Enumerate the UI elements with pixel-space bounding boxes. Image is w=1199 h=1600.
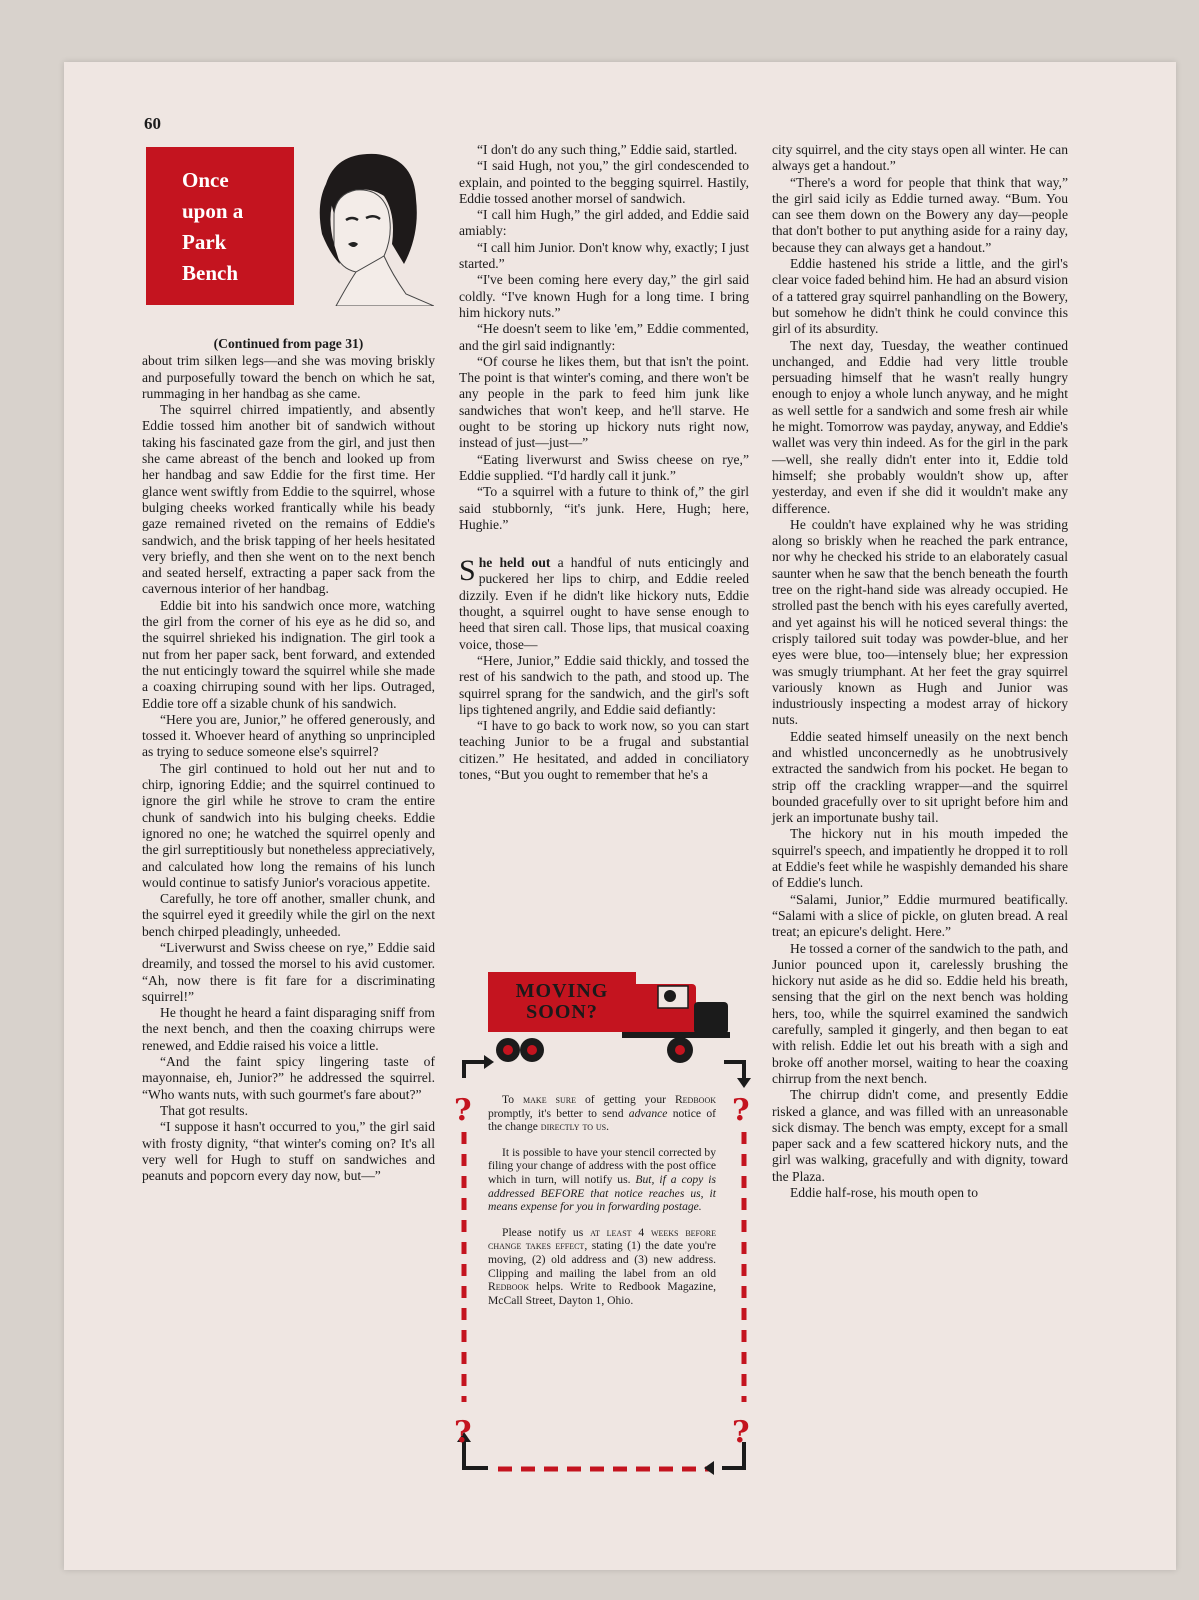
continued-note: (Continued from page 31) (213, 336, 364, 351)
paragraph: “I've been coming here every day,” the girl said coldly. “I've known Hugh for a long time. I bring him hickory nuts.” (459, 272, 749, 320)
svg-text:?: ? (454, 1093, 472, 1128)
paragraph: The squirrel chirred impatiently, and absently Eddie tossed him another bit of sandwich without taking his fascinated gaze from the girl, and just then she came abreast of the bench and looked up from her handbag and saw Eddie for the first time. Her glance went swiftly from Eddie to the squirrel, whose bulging cheeks worked frantically while his beady gaze remained riveted on the remains of Eddie's sandwich, and the brisk tapping of her heels hesitated very briefly, and then she went on to the next bench and seated herself, extracting a paper sack from the cavernous interior of her handbag. (142, 402, 435, 597)
text-run: make sure (523, 1093, 576, 1106)
text-run: stating (1) the date you're moving, (2) old address and (3) new address. Clipping and mailing the label from an old (488, 1239, 716, 1280)
notice-paragraph (488, 1093, 716, 1134)
svg-text:?: ? (732, 1415, 750, 1450)
title-line: Bench (182, 261, 239, 285)
paragraph: He tossed a corner of the sandwich to the path, and Junior pounced upon it, carelessly brushing the hickory nut aside as he did so. Eddie held his breath, sensing that the girl on the next bench was holding hers, too, while the squirrel examined the sandwich carefully, sampled it gingerly, and then began to eat with relish. Eddie let out his breath with a sigh and broke off another morsel, waiting to hear the coaxing chirrup from the next bench. (772, 940, 1068, 1086)
paragraph: “Of course he likes them, but that isn't the point. The point is that winter's coming, and there won't be any people in the park to feed him junk like sandwiches that won't keep, and he'll starve. He ought to be storing up hickory nuts right now, instead of just—just—” (459, 353, 749, 451)
paragraph: Eddie half-rose, his mouth open to (790, 1185, 979, 1200)
paragraph: “I call him Hugh,” the girl added, and Eddie said amiably: (459, 207, 749, 239)
paragraph: “I said Hugh, not you,” the girl condescended to explain, and pointed to the begging squirrel. Hastily, Eddie tossed another morsel of sandwich. (459, 158, 749, 206)
paragraph: city squirrel, and the city stays open all winter. He can always get a handout.” (772, 142, 1068, 174)
sign-line: MOVING (515, 980, 609, 1002)
text-run: It is possible to have your stencil corrected by filing your change of address with the post office which in turn, will notify us. (488, 1145, 716, 1186)
article-column-3 (772, 142, 1068, 1201)
paragraph: “There's a word for people that think that way,” the girl said icily as Eddie turned away. “Bum. You can see them down on the Bowery any day—people that don't bother to put anything aside for a rainy day, because they can always get a handout.” (772, 174, 1068, 255)
title-line: Once (182, 168, 229, 192)
paragraph: “I don't do any such thing,” Eddie said, startled. (477, 142, 738, 157)
moving-soon-sign (488, 972, 636, 1032)
woman-portrait-illustration (296, 144, 434, 306)
paragraph: “He doesn't seem to like 'em,” Eddie commented, and the girl said indignantly: (459, 321, 749, 353)
lead-in-continuation: a handful of nuts enticingly and puckered her lips to chirp, and Eddie reeled dizzily. Even if he didn't like hickory nuts, Eddie thought, a squirrel ought to have sense enough to heed that siren call. Those lips, that musical coaxing voice, those— (459, 555, 749, 652)
paragraph: “Here, Junior,” Eddie said thickly, and tossed the rest of his sandwich to the path, and stood up. The squirrel sprang for the sandwich, and the girl's soft lips tightened angrily, and Eddie said defiantly: (459, 652, 749, 717)
text-run: Redbook (488, 1280, 530, 1294)
paragraph: The hickory nut in his mouth impeded the squirrel's speech, and impatiently he dropped it to roll at Eddie's feet while he waspishly demanded his share of Eddie's lunch. (772, 826, 1068, 891)
notice-text (488, 1093, 716, 1307)
section-break (459, 533, 749, 555)
paragraph: “I have to go back to work now, so you can start teaching Junior to be a frugal and substantial citizen.” He hesitated, and added in conciliatory tones, “But you ought to remember that he's a (459, 718, 749, 782)
paragraph: The chirrup didn't come, and presently Eddie risked a glance, and was filled with an unreasonable sick dismay. The bench was empty, except for a small paper sack and a few scattered hickory nuts, and the girl was walking, gracefully and with dignity, toward the Plaza. (772, 1087, 1068, 1184)
magazine-page (64, 62, 1176, 1570)
paragraph: That got results. (160, 1102, 248, 1118)
text-run: But, if a copy is addressed BEFORE that notice reaches us, it means expense for you in forwarding postage. (488, 1172, 716, 1214)
paragraph: about trim silken legs—and she was moving briskly and purposefully toward the bench on which he sat, rummaging in her handbag as she came. (142, 353, 435, 401)
text-run: Please notify us (502, 1225, 591, 1239)
text-run: Redbook (674, 1093, 717, 1106)
text-run: directly to us. (540, 1120, 609, 1134)
paragraph: “Here you are, Junior,” he offered generously, and tossed it. Whoever heard of anything so unprincipled as trying to seduce someone else's squirrel? (142, 711, 435, 760)
article-column-1 (142, 336, 435, 1184)
text-run: To (502, 1093, 524, 1106)
paragraph: “I suppose it hasn't occurred to you,” the girl said with frosty dignity, “that winter's coming on? It's all very well for Hugh to stuff on sandwiches and peanuts and popcorn every day now, but—” (142, 1119, 435, 1184)
text-run: at least 4 weeks before change takes effect, (488, 1225, 716, 1253)
moving-soon-notice (452, 962, 756, 1482)
paragraph: “To a squirrel with a future to think of,” the girl said stubbornly, “it's junk. Here, Hugh; here, Hughie.” (459, 484, 749, 532)
text-run: promptly, it's better to send (488, 1106, 629, 1120)
paragraph: “I call him Junior. Don't know why, exactly; I just started.” (459, 239, 749, 272)
paragraph: Eddie hastened his stride a little, and the girl's clear voice faded behind him. He had an absurd vision of a tattered gray squirrel panhandling on the Bowery, but somehow he didn't think he could convince this girl of its absurdity. (772, 256, 1068, 337)
drop-cap: S (459, 554, 476, 588)
paragraph: The girl continued to hold out her nut and to chirp, ignoring Eddie; and the squirrel continued to ignore the girl while he strove to cram the entire chunk of sandwich into his bulging cheeks. Eddie ignored no one; he watched the squirrel openly and the girl surreptitiously but nonetheless appreciatively, and calculated how long the remains of his lunch would continue to satisfy Junior's voracious appetite. (142, 760, 435, 890)
lead-in: he held out (478, 555, 551, 571)
sign-line: SOON? (526, 1001, 598, 1023)
paragraph: Carefully, he tore off another, smaller chunk, and the squirrel eyed it greedily while the girl on the next bench chirped pleadingly, unheeded. (142, 891, 435, 939)
paragraph: “Liverwurst and Swiss cheese on rye,” Eddie said dreamily, and tossed the morsel to his avid customer. “Ah, now there is fit fare for a discriminating squirrel!” (142, 939, 435, 1004)
article-column-2 (459, 142, 749, 783)
paragraph: “Eating liverwurst and Swiss cheese on rye,” Eddie supplied. “I'd hardly call it junk.” (459, 451, 749, 483)
text-run: advance (628, 1106, 668, 1120)
notice-paragraph (488, 1146, 716, 1214)
svg-text:?: ? (732, 1093, 750, 1128)
section-opening-paragraph (459, 555, 749, 653)
page-number: 60 (144, 114, 161, 133)
paragraph: “Salami, Junior,” Eddie murmured beatifically. “Salami with a slice of pickle, on gluten bread. A real treat; an epicure's delight. Here.” (772, 891, 1068, 940)
svg-text:?: ? (454, 1415, 472, 1450)
paragraph: He thought he heard a faint disparaging sniff from the next bench, and then the coaxing chirrups were renewed, and Eddie raised his voice a little. (142, 1005, 435, 1053)
paragraph: “And the faint spicy lingering taste of mayonnaise, eh, Junior?” he addressed the squirrel. “Who wants nuts, with such gourmet's fare about?” (142, 1054, 435, 1102)
text-run: notice of the change (488, 1106, 716, 1134)
story-title (146, 147, 294, 305)
text-run: helps. Write to Redbook Magazine, McCall Street, Dayton 1, Ohio. (488, 1280, 716, 1307)
paragraph: He couldn't have explained why he was striding along so briskly when he reached the park entrance, nor why he checked his stride to an elaborately casual saunter when he saw that the bench beneath the fourth tree on the right-hand side was already occupied. He strolled past the bench with his eyes carefully averted, and yet against his will he noticed several things: the crisply tailored suit today was powder-blue, and her eyes were blue, too—intensely blue; her expression was smugly triumphant. At her feet the gray squirrel variously known as Hugh and Junior was industriously inspecting a modest array of hickory nuts. (772, 516, 1068, 728)
paragraph: Eddie seated himself uneasily on the next bench and whistled unconcernedly as he unobtrusively extracted the sandwich from his pocket. He began to strip off the crackling wrapper—and the squirrel bounded gracefully over to sit upright before him and jerk an importunate bushy tail. (772, 728, 1068, 826)
paragraph: Eddie bit into his sandwich once more, watching the girl from the corner of his eye as he did so, and the squirrel shrieked his indignation. The girl took a nut from her paper sack, bent forward, and extended the nut enticingly toward the squirrel while she made a coaxing chirruping sound with her lips. Outraged, Eddie tore off a sizable chunk of his sandwich. (142, 597, 435, 711)
paragraph: The next day, Tuesday, the weather continued unchanged, and Eddie had very little trouble persuading himself that he wasn't really hungry enough to enjoy a whole lunch anyway, and he might as well settle for a sandwich and some fresh air while he might. Tomorrow was payday, anyway, and Eddie's wallet was very thin indeed. As for the girl in the park—well, she really didn't enter into it, Eddie told himself; she probably wouldn't show up, after yesterday, and even if she did it wouldn't make any difference. (772, 337, 1068, 516)
title-line: upon a (182, 199, 244, 223)
text-run: of getting your (576, 1093, 675, 1106)
title-line: Park (182, 230, 227, 254)
notice-paragraph (488, 1226, 716, 1308)
